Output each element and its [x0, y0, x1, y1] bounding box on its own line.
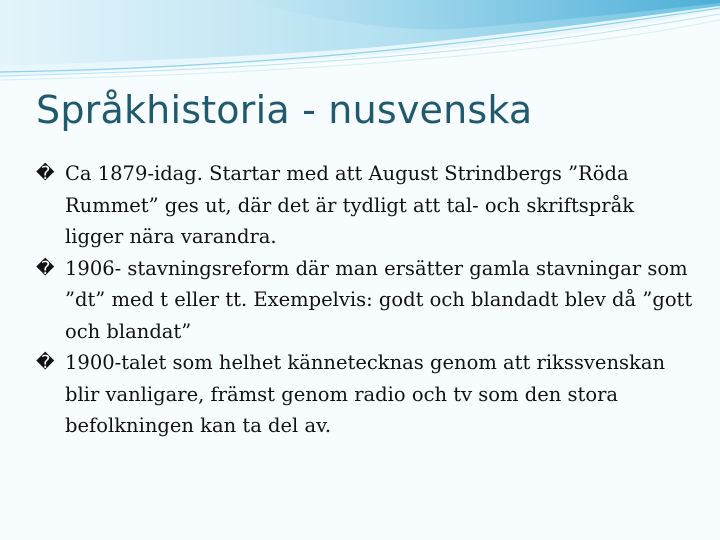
- list-item: [36, 158, 696, 253]
- bullet-text: 1906- stavningsreform där man ersätter gamla stavningar som ”dt” med t eller tt. Exempelvis: godt och blandadt blev då ”gott och blandat”: [65, 256, 693, 343]
- slide-title: Språkhistoria - nusvenska: [36, 88, 533, 132]
- list-item: [36, 347, 696, 442]
- bullet-text: Ca 1879-idag. Startar med att August Strindbergs ”Röda Rummet” ges ut, där det är tydligt att tal- och skriftspråk ligger nära varandra.: [65, 162, 635, 248]
- bullet-glyph-icon: �: [36, 257, 55, 279]
- bullet-list: [36, 158, 696, 442]
- bullet-glyph-icon: �: [36, 163, 55, 184]
- bullet-glyph-icon: �: [36, 352, 55, 373]
- bullet-text: 1900-talet som helhet kännetecknas genom att rikssvenskan blir vanligare, främst genom radio och tv som den stora befolkningen kan ta del av.: [65, 351, 666, 437]
- list-item: [36, 253, 696, 348]
- header-wave-decoration: [0, 0, 720, 90]
